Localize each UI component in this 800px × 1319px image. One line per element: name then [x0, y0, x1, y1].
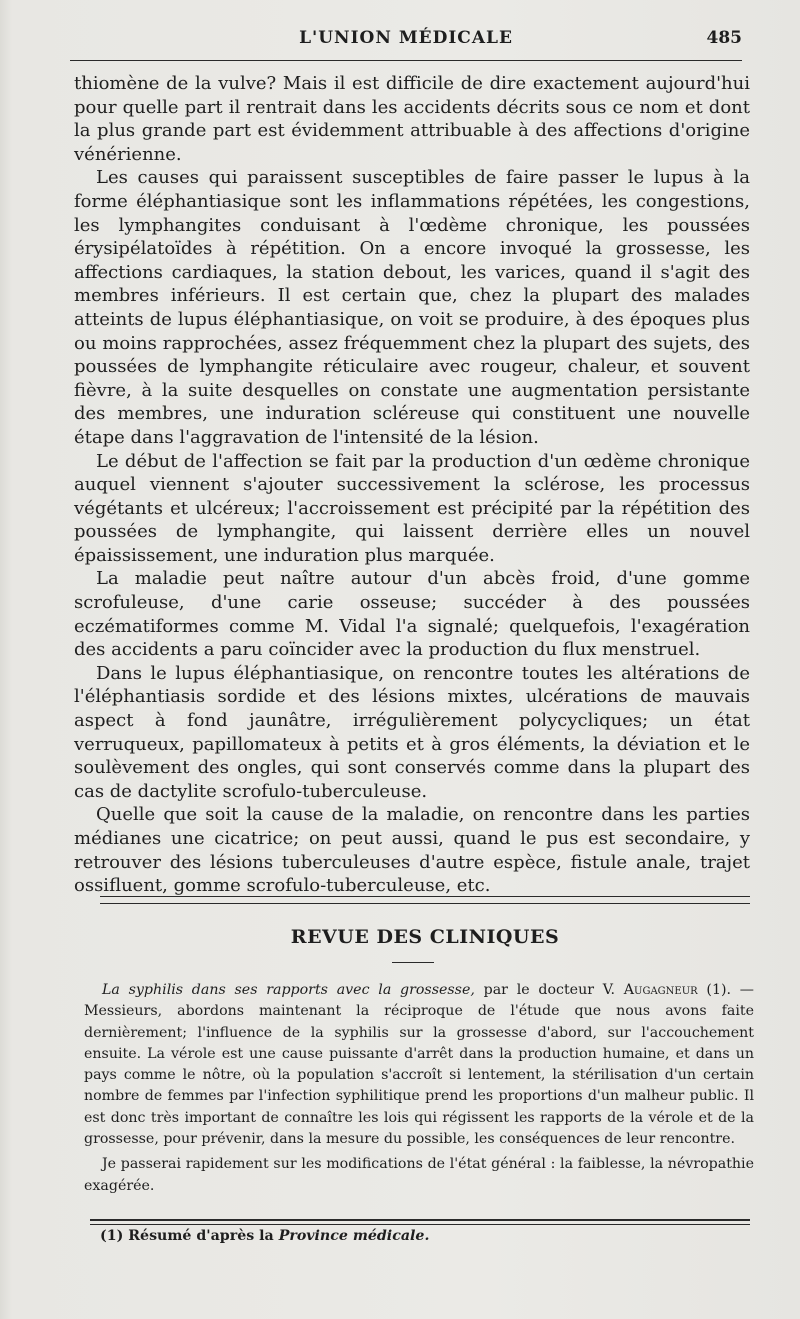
paragraph-causes: Les causes qui paraissent susceptibles de faire passer le lupus à la forme éléphantiasique sont les inflammations répétées, les congestions, les lymphangites conduisant à l'œdème chronique, les poussées érysipélatoïdes à répétition. On a encore invoqué la grossesse, les affections cardiaques, la station debout, les varices, quand il s'agit des membres inférieurs. Il est certain que, chez la plupart des malades atteints de lupus éléphantiasique, on voit se produire, à des époques plus ou moins rapprochées, assez fréquemment chez la plupart des sujets, des poussées de lymphangite réticulaire avec rougeur, chaleur, et souvent fièvre, à la suite desquelles on constate une augmentation persistante des membres, une induration scléreuse qui constituent une nouvelle étape dans l'aggravation de l'intensité de la lésion.: [74, 167, 750, 448]
footnote: [100, 1226, 750, 1246]
page-header: [70, 28, 742, 54]
header-rule: [70, 60, 742, 61]
paragraph-cicatrice: Quelle que soit la cause de la maladie, on rencontre dans les parties médianes une cicatrice; on peut aussi, quand le pus est secondaire, y retrouver des lésions tuberculeuses d'autre espèce, fistule anale, trajet ossifluent, gomme scrofulo-tuberculeuse, etc.: [74, 804, 750, 897]
footnote-marker: (1): [100, 1228, 129, 1244]
footnote-rule: [90, 1219, 750, 1225]
article-title: La syphilis dans ses rapports avec la grossesse,: [102, 982, 475, 998]
section-divider: [100, 896, 750, 904]
section-title-rule: [392, 962, 434, 963]
review-paragraph-2: Je passerai rapidement sur les modifications de l'état général : la faiblesse, la névropathie exagérée.: [84, 1156, 754, 1194]
footnote-journal: Province médicale.: [278, 1228, 430, 1244]
article-author: Augagneur: [623, 982, 698, 998]
page-number: 485: [706, 28, 742, 48]
article-byline: par le docteur V.: [474, 982, 624, 998]
section-title: REVUE DES CLINIQUES: [290, 926, 560, 948]
footnote-reference: (1). —: [697, 982, 754, 998]
main-text: [74, 72, 750, 898]
paragraph-continuation: thiomène de la vulve? Mais il est difficile de dire exactement aujourd'hui pour quelle part il rentrait dans les accidents décrits sous ce nom et dont la plus grande part est évidemment attribuable à des affections d'origine vénérienne.: [74, 73, 750, 165]
footnote-text: Résumé d'après la: [128, 1228, 279, 1244]
paragraph-alterations: Dans le lupus éléphantiasique, on rencontre toutes les altérations de l'éléphantiasis sordide et des lésions mixtes, ulcérations de mauvais aspect à fond jaunâtre, irrégulièrement polycycliques; un état verruqueux, papillomateux à petits et à gros éléments, la déviation et le soulèvement des ongles, qui sont conservés comme dans la plupart des cas de dactylite scrofulo-tuberculeuse.: [74, 662, 750, 802]
review-paragraph-1-text: Messieurs, abordons maintenant la réciproque de l'étude que nous avons faite dernièrement; l'influence de la syphilis sur la grossesse d'abord, sur l'accouchement ensuite. La vérole est une cause puissante d'arrêt dans la production humaine, et dans un pays comme le nôtre, où la population s'accroît si lentement, la stérilisation d'un certain nombre de femmes par l'infection syphilitique prend les proportions d'un malheur public. Il est donc très important de connaître les lois qui régissent les rapports de la vérole et de la grossesse, pour prévenir, dans la mesure du possible, les conséquences de leur rencontre.: [84, 1003, 754, 1148]
paragraph-debut: Le début de l'affection se fait par la production d'un œdème chronique auquel viennent s'ajouter successivement la sclérose, les processus végétants et ulcéreux; l'accroissement est précipité par la répétition des poussées de lymphangite, qui laissent derrière elles un nouvel épaississement, une induration plus marquée.: [74, 450, 750, 566]
review-paragraph-1: [84, 980, 754, 1150]
paragraph-origine: La maladie peut naître autour d'un abcès froid, d'une gomme scrofuleuse, d'une carie osseuse; succéder à des poussées eczématiformes comme M. Vidal l'a signalé; quelquefois, l'exagération des accidents a paru coïncider avec la production du flux menstruel.: [74, 568, 750, 661]
running-title: L'UNION MÉDICALE: [299, 28, 513, 48]
clinic-review: [84, 980, 754, 1197]
